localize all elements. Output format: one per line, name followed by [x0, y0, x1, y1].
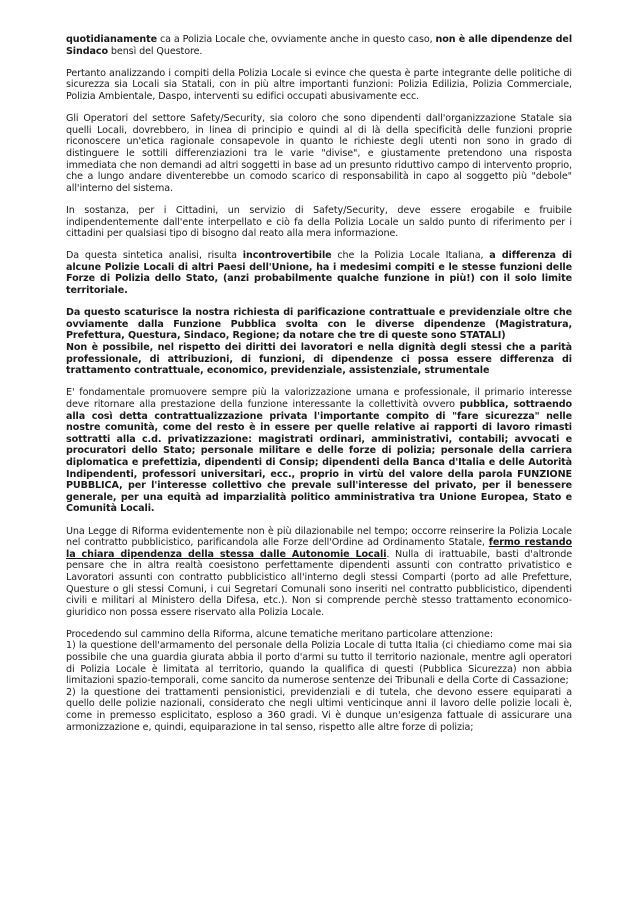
paragraph-8	[66, 526, 572, 619]
document-page	[66, 34, 572, 733]
paragraph-1	[66, 34, 572, 57]
underlined-text: fermo restando la chiara dipendenza della stessa dalle Autonomie Locali	[66, 537, 572, 560]
paragraph-4: In sostanza, per i Cittadini, un servizio di Safety/Security, deve essere erogabile e fruibile indipendentemente dall'ente interpellato e ciò fa della Polizia Locale un saldo punto di riferimento per i cittadini per qualsiasi tipo di bisogno dal reato alla mera informazione.	[66, 204, 572, 240]
paragraph-9-intro: Procedendo sul cammino della Riforma, alcune tematiche meritano particolare attenzione:	[66, 628, 493, 640]
list-item-2: 2) la questione dei trattamenti pensionistici, previdenziali e di tutela, che devono essere equiparati a quello delle polizie nazionali, considerato che negli ultimi venticinque anni il lavoro delle polizie locali è, come in premesso esplicitato, esploso a 360 gradi. Vi è dunque un'esigenza fattuale di assicurare una armonizzazione e, quindi, equiparazione in tal senso, rispetto alle altre forze di polizia;	[66, 686, 572, 733]
paragraph-text: ca a Polizia Locale che, ovviamente anche in questo caso,	[157, 34, 436, 45]
bold-text: a differenza di alcune Polizie Locali di altri Paesi dell'Unione, ha i medesimi compiti e le stesse funzioni delle Forze di Polizia dello Stato, (anzi probabilmente qualche funzione in più!) con il solo limite territoriale.	[66, 250, 572, 297]
paragraph-2: Pertanto analizzando i compiti della Polizia Locale si evince che questa è parte integrante delle politiche di sicurezza sia Locali sia Statali, con in più altre importanti funzioni: Polizia Edilizia, Polizia Commerciale, Polizia Ambientale, Daspo, interventi su edifici occupati abusivamente ecc.	[66, 67, 572, 102]
paragraph-text: . Nulla di irattuabile, basti d'altronde pensare che in altra realtà coesistono perfettamente dipendenti assunti con contratto privatistico e Lavoratori assunti con contratto pubblicistico all'interno degli stessi Comparti (porto ad alle Prefetture, Questure o gli stessi Comuni, i cui Segretari Comunali sono inseriti nel contratto pubblicistico, dipendenti civili e militari al Ministero della Difesa, etc.). Non si comprende perchè stesso trattamento economico-giuridico non possa essere riservato alla Polizia Locale.	[66, 548, 572, 618]
paragraph-text: E' fondamentale promuovere sempre più la valorizzazione umana e professionale, il primario interesse deve ritornare alla prestazione della funzione interessante la collettività ovvero	[66, 387, 572, 410]
bold-text: Da questo scaturisce la nostra richiesta di parificazione contrattuale e previdenziale oltre che ovviamente dalla Funzione Pubblica svolta con le diverse dipendenze (Magistratura, Prefettura, Questura, Sindaco, Regione; da notare che tre di queste sono STATALI)	[66, 307, 572, 342]
bold-text: quotidianamente	[66, 34, 158, 45]
paragraph-text: che la Polizia Locale Italiana,	[331, 250, 490, 262]
bold-text: incontrovertibile	[242, 250, 332, 262]
bold-text: non è alle dipendenze del Sindaco	[66, 34, 573, 57]
bold-text: pubblica, sottraendo alla così detta contrattualizzazione privata l'importante compito di "fare sicurezza" nelle nostre comunità, come del resto è in essere per quelle relative ai rapporti di lavoro rimasti sottratti alla c.d. privatizzazione: magistrati ordinari, amministrativi, contabili; avvocati e procuratori dello Stato; personale militare e delle forze di polizia; personale della carriera diplomatica e prefettizia, dipendenti di Consip; dipendenti della Banca d'Italia e delle Autorità Indipendenti, professori universitari, ecc., proprio in virtù del valore della parola FUNZIONE PUBBLICA, per l'interesse collettivo che prevale sull'interesse del privato, per il benessere generale, per una equità ad imparzialità politico amministrativa tra Unione Europea, Stato e Comunità Locali.	[66, 399, 572, 515]
bold-text: Non è possibile, nel rispetto dei diritti dei lavoratori e nella dignità degli stessi che a parità professionale, di attribuzioni, di funzioni, di dipendenze ci possa essere differenza di trattamento contrattuale, economico, previdenziale, assistenziale, strumentale	[66, 342, 572, 377]
paragraph-5	[66, 250, 572, 296]
paragraph-3: Gli Operatori del settore Safety/Security, sia coloro che sono dipendenti dall'organizzazione Statale sia quelli Locali, dovrebbero, in linea di principio e quindi al di là della specificità delle funzioni proprie riconoscere un'etica ragionale consapevole in quanto le richieste degli utenti non sono in grado di distinguere le sottili differenziazioni tra le varie "divise", e giustamente pretendono una risposta immediata che non demandi ad altri soggetti in base ad un presunto riduttivo campo di intervento proprio, che a lungo andare diventerebbe un comodo scarico di responsabilità in capo al soggetto più "debole" all'interno del sistema.	[66, 113, 572, 194]
paragraph-7	[66, 387, 572, 515]
paragraph-text: Da questa sintetica analisi, risulta	[66, 250, 243, 262]
paragraph-text: bensì del Questore.	[107, 45, 203, 57]
list-item-1: 1) la questione dell'armamento del personale della Polizia Locale di tutta Italia (ci chiediamo come mai sia possibile che una guardia giurata abbia il porto d'armi su tutto il territorio nazionale, mentre agli operatori di Polizia Locale è limitata al territorio, quando la qualifica di questi (Pubblica Sicurezza) non abbia limitazioni spazio-temporali, come sancito da numerose sentenze dei Tribunali e della Corte di Cassazione;	[66, 640, 572, 687]
paragraph-text: Una Legge di Riforma evidentemente non è più dilazionabile nel tempo; occorre reinserire la Polizia Locale nel contratto pubblicistico, parificandola alle Forze dell'Ordine ad Ordinamento Statale,	[66, 525, 572, 549]
paragraph-6	[66, 307, 572, 377]
